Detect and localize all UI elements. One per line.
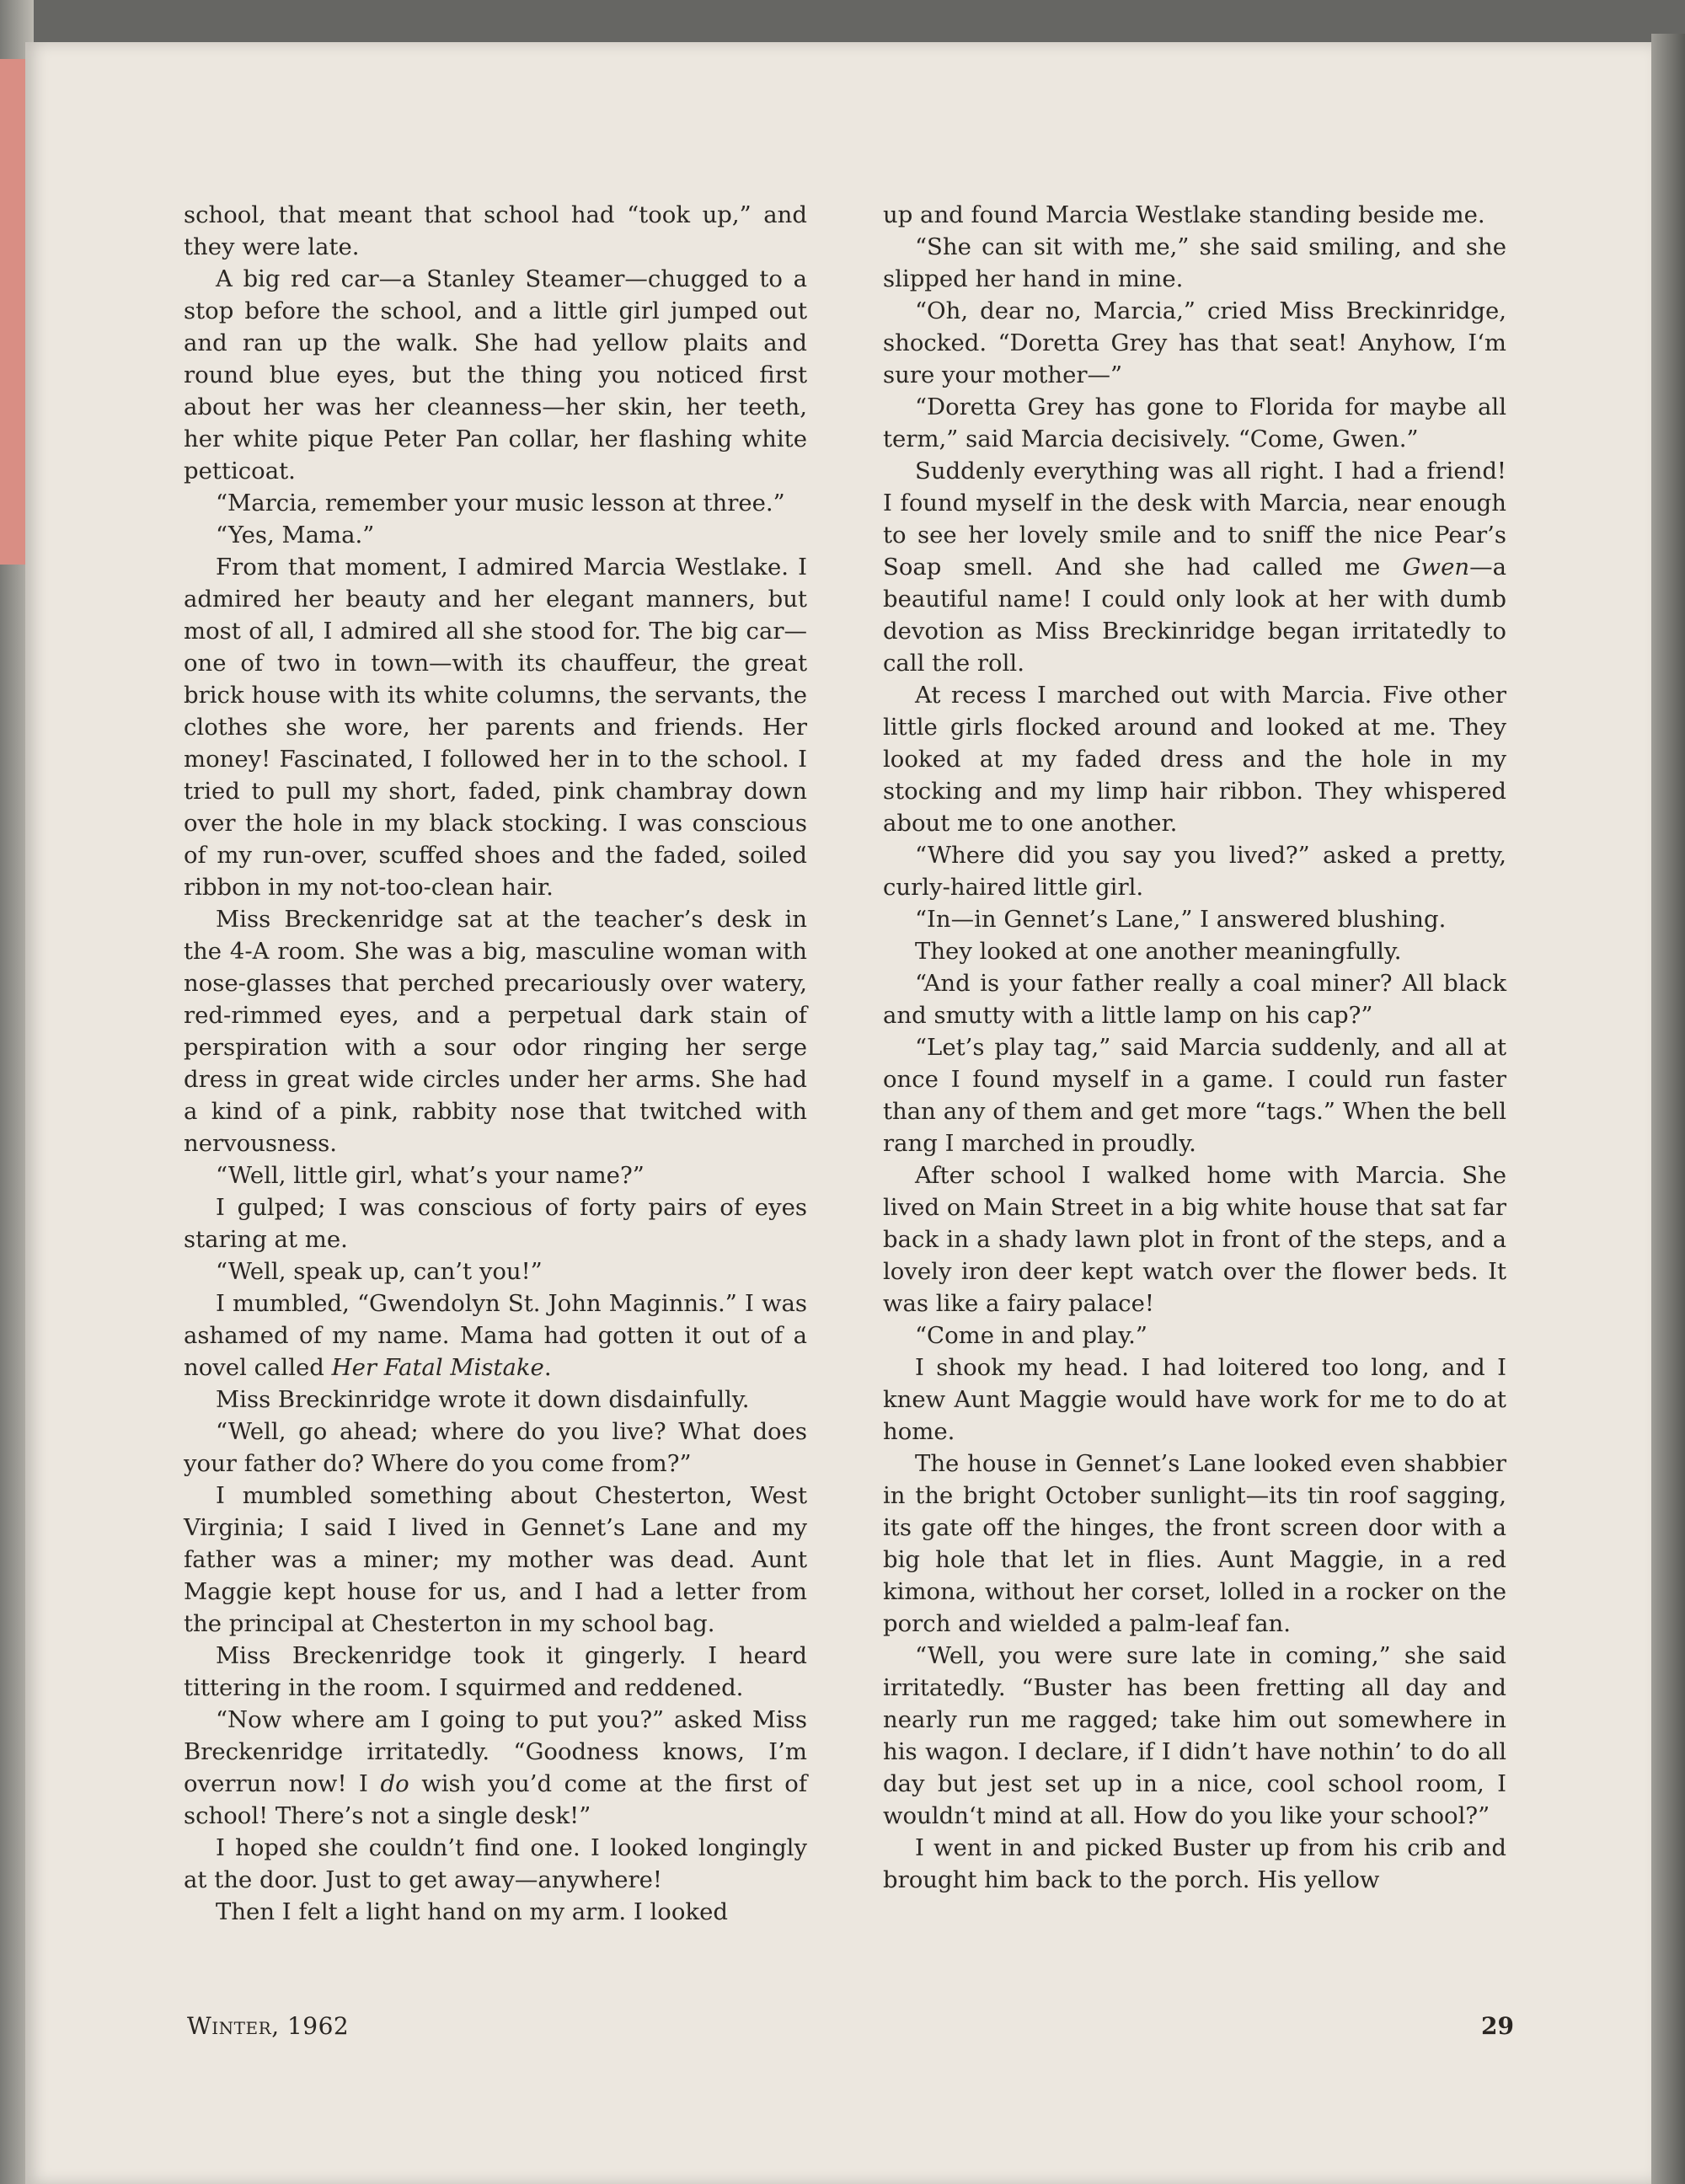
paragraph-text: I shook my head. I had loitered too long, and I knew Aunt Maggie would have work for me to do at home. bbox=[883, 1354, 1506, 1445]
paragraph-text: From that moment, I admired Marcia Westlake. I admired her beauty and her elegant manners, but most of all, I admired all she stood for. The big car—one of two in town—with its chauffeur, the great brick house with its white columns, the servants, the clothes she wore, her parents and friends. Her money! Fascinated, I followed her in to the school. I tried to pull my short, faded, pink chambray down over the hole in my black stocking. I was conscious of my run-over, scuffed shoes and the faded, soiled ribbon in my not-too-clean hair. bbox=[184, 554, 807, 901]
paragraph bbox=[883, 199, 1506, 231]
paragraph bbox=[883, 455, 1506, 679]
paragraph-text: I gulped; I was conscious of forty pairs of eyes staring at me. bbox=[184, 1194, 807, 1253]
paragraph bbox=[184, 903, 807, 1159]
paragraph-text: school, that meant that school had “took up,” and they were late. bbox=[184, 201, 807, 260]
paragraph bbox=[184, 551, 807, 903]
paragraph bbox=[883, 1320, 1506, 1352]
paragraph bbox=[184, 1640, 807, 1704]
paragraph-text-after: . bbox=[543, 1354, 552, 1381]
paragraph-text: “Marcia, remember your music lesson at three.” bbox=[216, 490, 785, 517]
paragraph-text: “Yes, Mama.” bbox=[216, 522, 375, 549]
paragraph bbox=[883, 295, 1506, 391]
paragraph bbox=[883, 1640, 1506, 1832]
paragraph bbox=[883, 679, 1506, 839]
paragraph-text: They looked at one another meaningfully. bbox=[915, 938, 1402, 965]
paragraph-text: Miss Breckenridge took it gingerly. I heard tittering in the room. I squirmed and reddened. bbox=[184, 1642, 807, 1701]
paragraph-text: “Now where am I going to put you?” asked Miss Breckenridge irritatedly. “Goodness knows, I’m overrun now! I bbox=[184, 1706, 807, 1797]
paragraph-text-after: wish you’d come at the first of school! There’s not a single desk!” bbox=[184, 1770, 807, 1829]
paragraph bbox=[184, 1480, 807, 1640]
paragraph bbox=[184, 199, 807, 263]
paragraph bbox=[883, 839, 1506, 903]
paragraph-text: “And is your father really a coal miner? All black and smutty with a little lamp on his cap?” bbox=[883, 970, 1506, 1029]
paragraph bbox=[184, 1896, 807, 1928]
footer-issue bbox=[187, 2012, 349, 2040]
paragraph-text: up and found Marcia Westlake standing beside me. bbox=[883, 201, 1485, 228]
top-shadow-band bbox=[0, 0, 1685, 42]
paragraph-text-after: —a beautiful name! I could only look at her with dumb devotion as Miss Breckinridge began irritatedly to call the roll. bbox=[883, 554, 1506, 677]
paragraph bbox=[883, 903, 1506, 935]
paragraph-text: “Doretta Grey has gone to Florida for maybe all term,” said Marcia decisively. “Come, Gwen.” bbox=[883, 393, 1506, 452]
paragraph-text: “She can sit with me,” she said smiling, and she slipped her hand in mine. bbox=[883, 233, 1506, 292]
paragraph bbox=[883, 1832, 1506, 1896]
paragraph bbox=[184, 1384, 807, 1416]
paragraph-text: The house in Gennet’s Lane looked even shabbier in the bright October sunlight—its tin roof sagging, its gate off the hinges, the front screen door with a big hole that let in flies. Aunt Maggie, in a red kimona, without her corset, lolled in a rocker on the porch and wielded a palm-leaf fan. bbox=[883, 1450, 1506, 1637]
italic-text: Her Fatal Mistake bbox=[331, 1354, 544, 1381]
paragraph bbox=[184, 1159, 807, 1191]
paragraph bbox=[184, 1832, 807, 1896]
paragraph bbox=[883, 1159, 1506, 1320]
paragraph-text: After school I walked home with Marcia. She lived on Main Street in a big white house that sat far back in a shady lawn plot in front of the steps, and a lovely iron deer kept watch over the flower beds. It was like a fairy palace! bbox=[883, 1162, 1506, 1317]
paragraph bbox=[883, 1031, 1506, 1159]
paragraph bbox=[184, 1416, 807, 1480]
paragraph bbox=[184, 1704, 807, 1832]
paragraph bbox=[184, 487, 807, 519]
paragraph-text: “Let’s play tag,” said Marcia suddenly, and all at once I found myself in a game. I could run faster than any of them and get more “tags.” When the bell rang I marched in proudly. bbox=[883, 1034, 1506, 1157]
italic-text: Gwen bbox=[1402, 554, 1470, 581]
paragraph-text: “Well, you were sure late in coming,” she said irritatedly. “Buster has been fretting all day and nearly run me ragged; take him out somewhere in his wagon. I declare, if I didn’t have nothin’ to do all day but jest set up in a nice, cool school room, I wouldn‘t mind at all. How do you like your school?” bbox=[883, 1642, 1506, 1829]
italic-text: do bbox=[380, 1770, 409, 1797]
footer-year: , 1962 bbox=[271, 2012, 350, 2040]
paragraph-text: At recess I marched out with Marcia. Five other little girls flocked around and looked at me. They looked at my faded dress and the hole in my stocking and my limp hair ribbon. They whispered about me to one another. bbox=[883, 682, 1506, 837]
page-right-edge bbox=[1651, 34, 1685, 2184]
paragraph-text: “Well, go ahead; where do you live? What does your father do? Where do you come from?” bbox=[184, 1418, 807, 1477]
paragraph bbox=[184, 519, 807, 551]
paragraph-text: “Oh, dear no, Marcia,” cried Miss Breckinridge, shocked. “Doretta Grey has that seat! Anyhow, I‘m sure your mother—” bbox=[883, 297, 1506, 388]
paragraph bbox=[184, 1287, 807, 1384]
paragraph-text: “Come in and play.” bbox=[915, 1322, 1147, 1349]
paragraph-text: Miss Breckenridge sat at the teacher’s desk in the 4-A room. She was a big, masculine woman with nose-glasses that perched precariously over watery, red-rimmed eyes, and a perpetual dark stain of perspiration with a sour odor ringing her serge dress in great wide circles under her arms. She had a kind of a pink, rabbity nose that twitched with nervousness. bbox=[184, 906, 807, 1157]
paragraph-text: “In—in Gennet’s Lane,” I answered blushing. bbox=[915, 906, 1447, 933]
footer-season: Winter bbox=[187, 2012, 272, 2040]
right-text-column bbox=[883, 199, 1506, 1896]
paragraph bbox=[184, 1191, 807, 1255]
paragraph bbox=[184, 1255, 807, 1287]
paragraph-text: Suddenly everything was all right. I had a friend! I found myself in the desk with Marcia, near enough to see her lovely smile and to sniff the nice Pear’s Soap smell. And she had called me bbox=[883, 458, 1506, 581]
paragraph-text: I mumbled, “Gwendolyn St. John Maginnis.” I was ashamed of my name. Mama had gotten it out of a novel called bbox=[184, 1290, 807, 1381]
paragraph-text: A big red car—a Stanley Steamer—chugged to a stop before the school, and a little girl jumped out and ran up the walk. She had yellow plaits and round blue eyes, but the thing you noticed first about her was her cleanness—her skin, her teeth, her white pique Peter Pan collar, her flashing white petticoat. bbox=[184, 265, 807, 484]
paragraph-text: I went in and picked Buster up from his crib and brought him back to the porch. His yellow bbox=[883, 1834, 1506, 1893]
paragraph-text: Then I felt a light hand on my arm. I looked bbox=[216, 1898, 728, 1925]
paragraph bbox=[883, 391, 1506, 455]
page-number: 29 bbox=[1481, 2012, 1514, 2040]
paragraph-text: I mumbled something about Chesterton, West Virginia; I said I lived in Gennet’s Lane and my father was a miner; my mother was dead. Aunt Maggie kept house for us, and I had a letter from the principal at Chesterton in my school bag. bbox=[184, 1482, 807, 1637]
paragraph-text: “Where did you say you lived?” asked a pretty, curly-haired little girl. bbox=[883, 842, 1506, 901]
paragraph-text: I hoped she couldn’t find one. I looked longingly at the door. Just to get away—anywhere! bbox=[184, 1834, 807, 1893]
left-text-column bbox=[184, 199, 807, 1928]
paragraph bbox=[883, 1448, 1506, 1640]
paragraph-text: Miss Breckinridge wrote it down disdainfully. bbox=[216, 1386, 750, 1413]
paragraph bbox=[883, 967, 1506, 1031]
paragraph bbox=[883, 1352, 1506, 1448]
paragraph bbox=[883, 935, 1506, 967]
paragraph bbox=[883, 231, 1506, 295]
paragraph bbox=[184, 263, 807, 487]
paragraph-text: “Well, little girl, what’s your name?” bbox=[216, 1162, 645, 1189]
paragraph-text: “Well, speak up, can’t you!” bbox=[216, 1258, 543, 1285]
